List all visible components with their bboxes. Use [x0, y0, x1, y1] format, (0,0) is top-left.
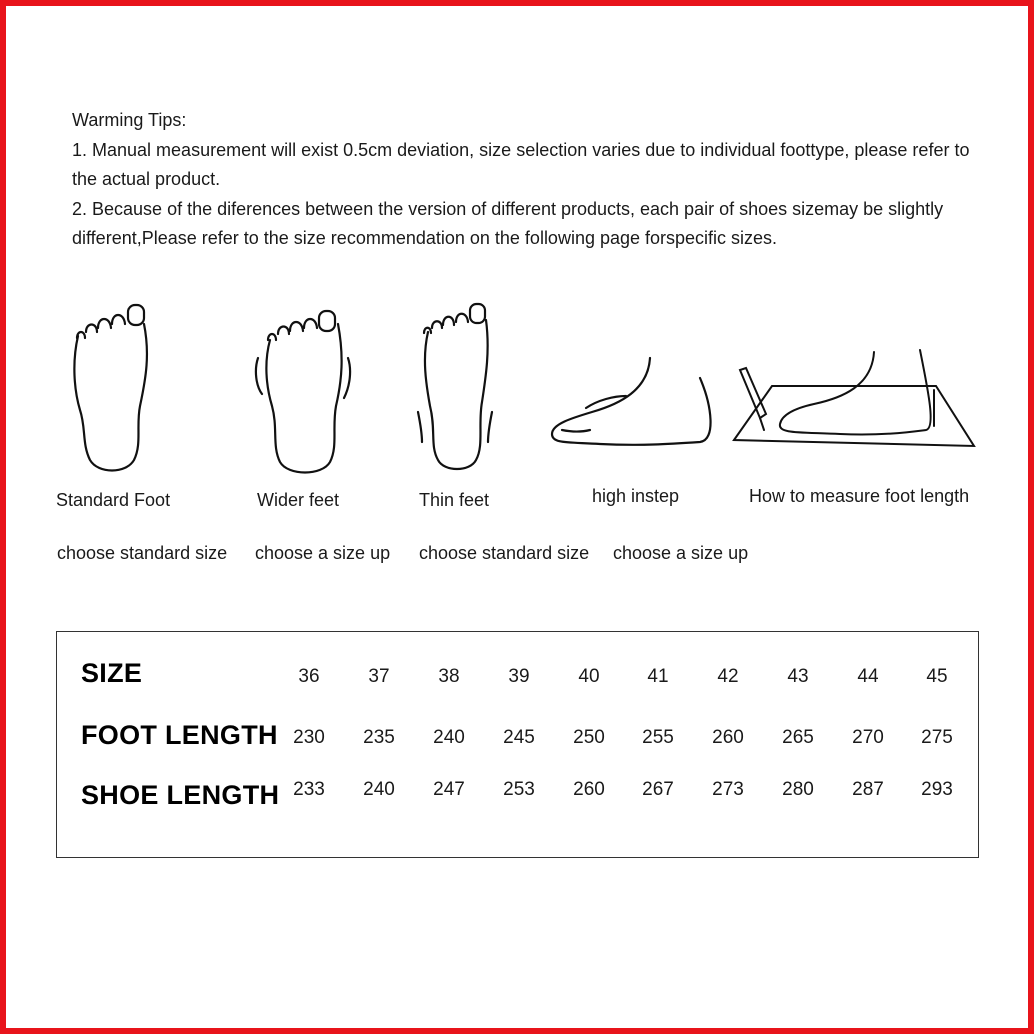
foot-type-illustrations — [0, 280, 1034, 563]
foot-length-cell: 245 — [503, 727, 535, 748]
shoe-length-cell: 233 — [293, 779, 325, 800]
foot-type-label-high-instep: high instep — [592, 486, 680, 506]
tips-line-1: 1. Manual measurement will exist 0.5cm deviation, size selection varies due to individual foottype, please refer to the actual product. — [72, 139, 970, 189]
shoe-length-cell: 280 — [782, 779, 814, 800]
foot-length-cell: 260 — [712, 727, 744, 748]
foot-length-cell: 240 — [433, 727, 465, 748]
foot-length-cell: 230 — [293, 727, 325, 748]
foot-length-cell: 270 — [852, 727, 884, 748]
foot-type-label-wider: Wider feet — [257, 490, 340, 510]
size-cell: 40 — [578, 666, 600, 687]
size-cell: 45 — [926, 666, 948, 687]
shoe-length-cell: 253 — [503, 779, 535, 800]
tips-line-2: 2. Because of the diferences between the version of different products, each pair of shoes sizemay be slightly different,Please refer to the size recommendation on the following page forspecific sizes. — [72, 198, 944, 248]
foot-type-label-measure: How to measure foot length — [749, 486, 970, 506]
foot-length-cell: 235 — [363, 727, 395, 748]
size-cell: 44 — [857, 666, 879, 687]
advice-standard: choose standard size — [57, 543, 228, 563]
shoe-length-cell: 267 — [642, 779, 674, 800]
size-cell: 42 — [717, 666, 739, 687]
size-cell: 37 — [368, 666, 390, 687]
size-chart-table — [56, 631, 979, 858]
shoe-length-cell: 293 — [921, 779, 953, 800]
high-instep-foot-icon — [548, 350, 723, 450]
standard-foot-icon — [68, 302, 158, 474]
size-cell: 38 — [438, 666, 460, 687]
foot-length-cell: 265 — [782, 727, 814, 748]
shoe-length-cell: 247 — [433, 779, 465, 800]
size-cell: 41 — [647, 666, 669, 687]
size-row-header: SIZE — [81, 658, 143, 688]
foot-length-cell: 250 — [573, 727, 605, 748]
shoe-length-row-header: SHOE LENGTH — [81, 780, 280, 810]
advice-wider: choose a size up — [255, 543, 391, 563]
foot-length-cell: 275 — [921, 727, 953, 748]
advice-high-instep: choose a size up — [613, 543, 749, 563]
foot-type-label-standard: Standard Foot — [56, 490, 171, 510]
size-cell: 39 — [508, 666, 530, 687]
measure-foot-icon — [730, 346, 980, 456]
foot-length-row-header: FOOT LENGTH — [81, 720, 278, 750]
warming-tips — [72, 106, 972, 254]
shoe-length-cell: 287 — [852, 779, 884, 800]
size-cell: 43 — [787, 666, 809, 687]
foot-length-cell: 255 — [642, 727, 674, 748]
shoe-length-cell: 260 — [573, 779, 605, 800]
foot-type-label-thin: Thin feet — [419, 490, 490, 510]
thin-foot-icon — [414, 300, 504, 472]
advice-thin: choose standard size — [419, 543, 590, 563]
size-cell: 36 — [298, 666, 320, 687]
shoe-length-cell: 273 — [712, 779, 744, 800]
shoe-length-cell: 240 — [363, 779, 395, 800]
tips-heading: Warming Tips: — [72, 110, 187, 130]
wide-foot-icon — [252, 306, 362, 476]
